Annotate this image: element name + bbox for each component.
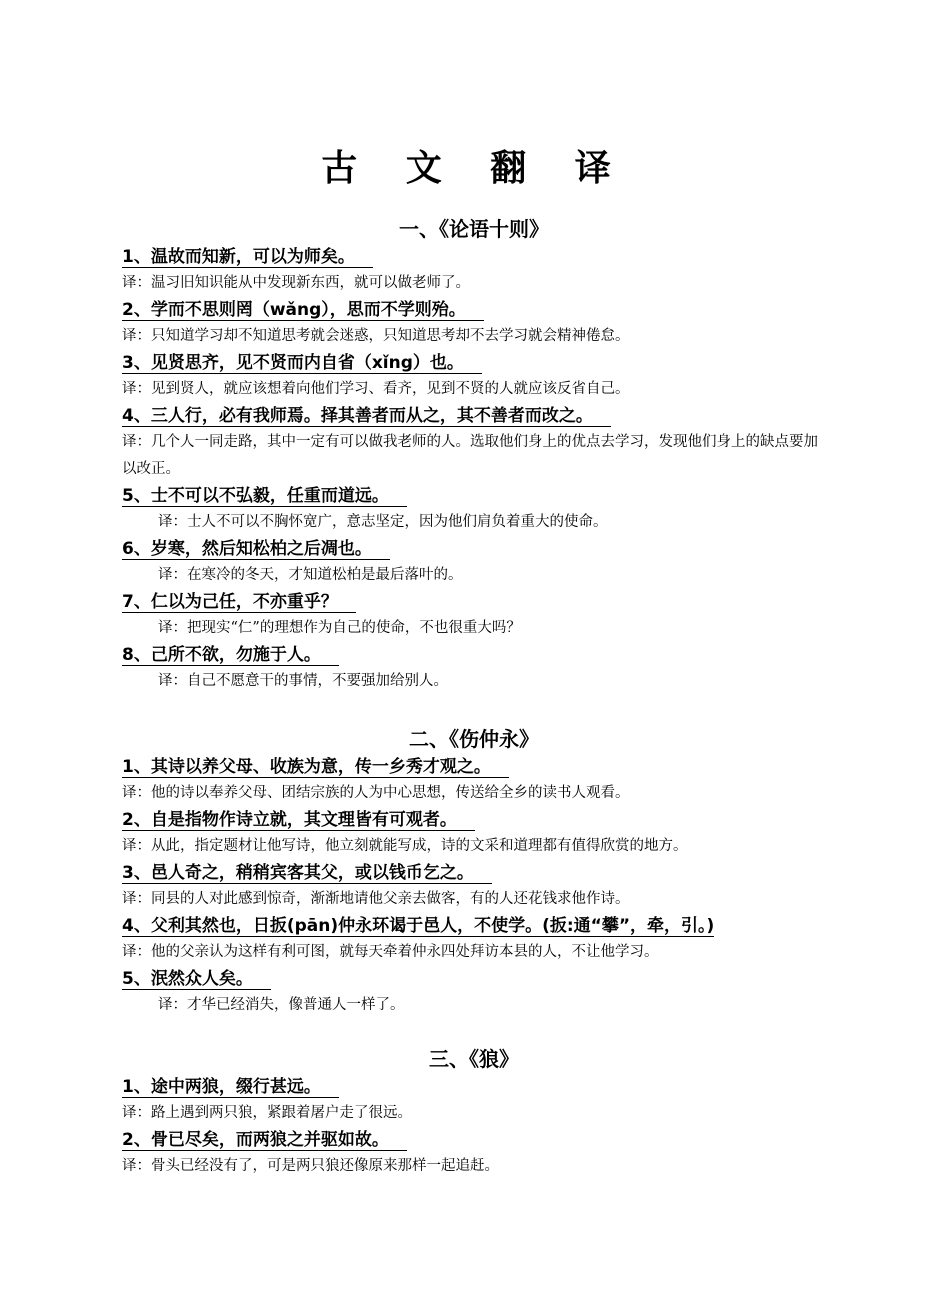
list-item: [122, 1074, 832, 1127]
list-item: [122, 642, 832, 695]
translation-text: 译：士人不可以不胸怀宽广，意志坚定，因为他们肩负着重大的使命。: [158, 514, 608, 530]
original-text: 7、仁以为己任，不亦重乎？: [122, 589, 832, 615]
list-item: [122, 860, 832, 913]
section-shangzhongyong: [122, 724, 832, 1019]
original-text: 3、邑人奇之，稍稍宾客其父，或以钱币乞之。: [122, 860, 832, 886]
list-item: [122, 244, 832, 297]
original-text: 1、途中两狼，缀行甚远。: [122, 1074, 832, 1100]
translation-text: 译：见到贤人，就应该想着向他们学习、看齐，见到不贤的人就应该反省自己。: [122, 381, 630, 397]
original-text: 8、己所不欲，勿施于人。: [122, 642, 832, 668]
translation-text: 译：同县的人对此感到惊奇，渐渐地请他父亲去做客，有的人还花钱求他作诗。: [122, 891, 630, 907]
translation-text: 译：温习旧知识能从中发现新东西，就可以做老师了。: [122, 275, 470, 291]
section-heading: 三、《狼》: [429, 1047, 519, 1071]
translation-text: 译：路上遇到两只狼，紧跟着屠户走了很远。: [122, 1105, 412, 1121]
translation-text: 译：几个人一同走路，其中一定有可以做我老师的人。选取他们身上的优点去学习，发现他们身上的缺点要加以改正。: [122, 434, 818, 477]
original-text: 2、学而不思则罔（wǎng），思而不学则殆。: [122, 297, 832, 323]
translation-text: 译：只知道学习却不知道思考就会迷惑，只知道思考却不去学习就会精神倦怠。: [122, 328, 630, 344]
translation-text: 译：骨头已经没有了，可是两只狼还像原来那样一起追赶。: [122, 1158, 499, 1174]
list-item: [122, 483, 832, 536]
list-item: [122, 536, 832, 589]
translation-text: 译：他的诗以奉养父母、团结宗族的人为中心思想，传送给全乡的读书人观看。: [122, 785, 630, 801]
section-heading: 一、《论语十则》: [399, 217, 549, 241]
translation-text: 译：把现实“仁”的理想作为自己的使命，不也很重大吗？: [158, 620, 521, 636]
list-item: [122, 807, 832, 860]
original-text: 2、自是指物作诗立就，其文理皆有可观者。: [122, 807, 832, 833]
document-title: 古 文 翻 译: [321, 148, 629, 189]
translation-text: 译：自己不愿意干的事情，不要强加给别人。: [158, 673, 448, 689]
original-text: 1、温故而知新，可以为师矣。: [122, 244, 832, 270]
original-text: 3、见贤思齐，见不贤而内自省（xǐng）也。: [122, 350, 832, 376]
translation-text: 译：从此，指定题材让他写诗，他立刻就能写成，诗的文采和道理都有值得欣赏的地方。: [122, 838, 688, 854]
section-heading: 二、《伤仲永》: [409, 727, 539, 751]
list-item: [122, 966, 832, 1019]
list-item: [122, 297, 832, 350]
original-text: 5、泯然众人矣。: [122, 966, 832, 992]
list-item: [122, 589, 832, 642]
translation-text: 译：他的父亲认为这样有利可图，就每天牵着仲永四处拜访本县的人，不让他学习。: [122, 944, 659, 960]
section-lang: [122, 1044, 832, 1180]
translation-text: 译：才华已经消失，像普通人一样了。: [158, 997, 405, 1013]
list-item: [122, 1127, 832, 1180]
original-text: 6、岁寒，然后知松柏之后凋也。: [122, 536, 832, 562]
original-text: 4、父利其然也，日扳(pān)仲永环谒于邑人，不使学。(扳:通“攀”，牵，引。): [122, 916, 715, 936]
section-lunyu: [122, 214, 832, 695]
list-item: [122, 403, 832, 483]
list-item: [122, 754, 832, 807]
original-text: 5、士不可以不弘毅，任重而道远。: [122, 483, 832, 509]
original-text: 4、三人行，必有我师焉。择其善者而从之，其不善者而改之。: [122, 403, 832, 429]
translation-text: 译：在寒冷的冬天，才知道松柏是最后落叶的。: [158, 567, 463, 583]
list-item: [122, 350, 832, 403]
list-item: [122, 913, 832, 966]
original-text: 1、其诗以养父母、收族为意，传一乡秀才观之。: [122, 754, 832, 780]
original-text: 2、骨已尽矣，而两狼之并驱如故。: [122, 1127, 832, 1153]
